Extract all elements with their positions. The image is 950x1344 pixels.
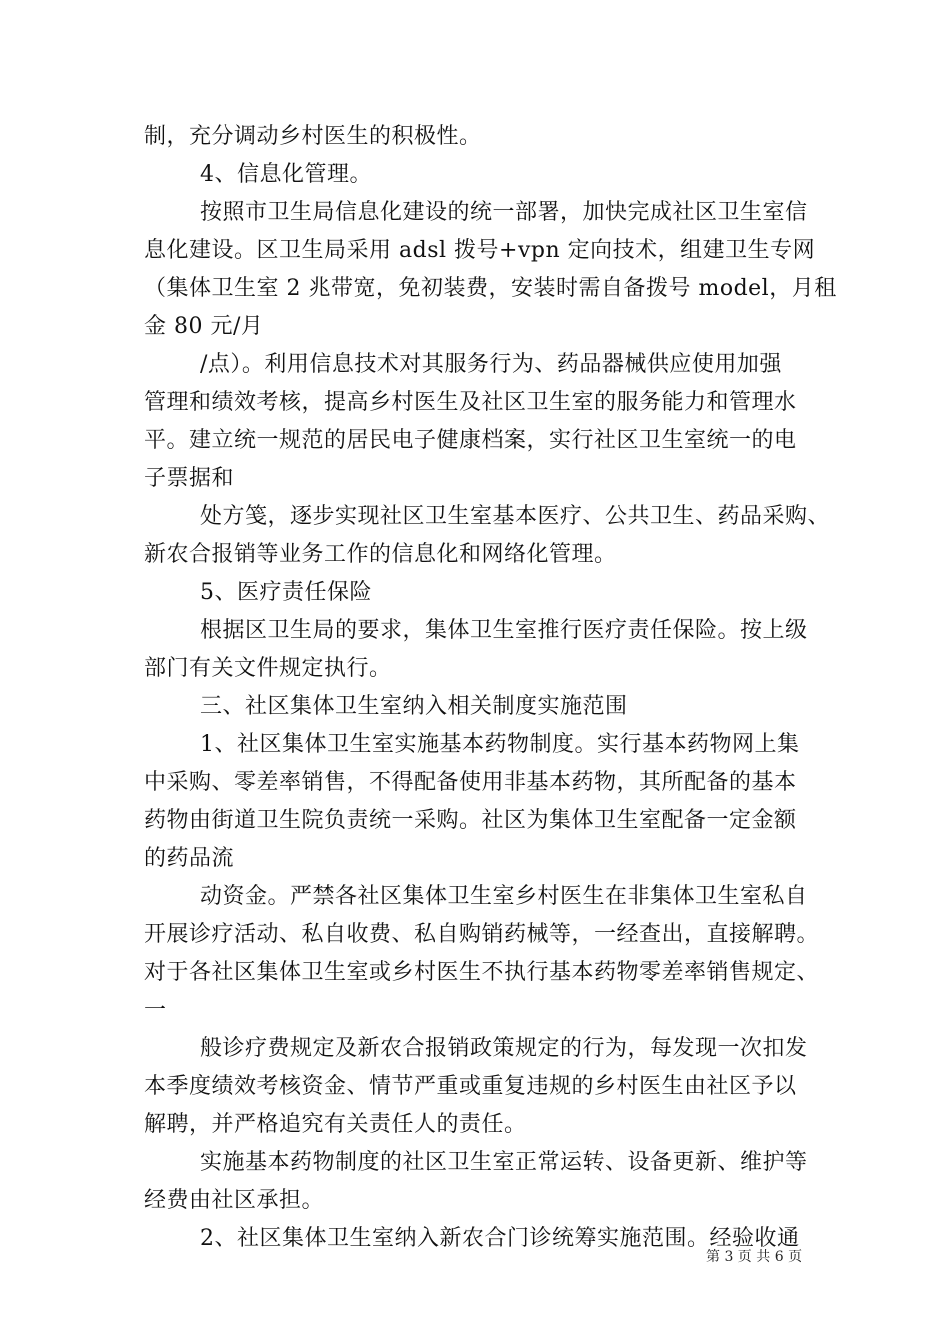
- text-line: 子票据和: [144, 466, 235, 491]
- text-line: 平。建立统一规范的居民电子健康档案，实行社区卫生室统一的电: [144, 428, 797, 453]
- text-line: 处方笺，逐步实现社区卫生室基本医疗、公共卫生、药品采购、: [200, 504, 831, 529]
- page-number: 第 3 页 共 6 页: [706, 1249, 803, 1265]
- section-heading: 5、医疗责任保险: [200, 580, 372, 605]
- text-line: /点）。利用信息技术对其服务行为、药品器械供应使用加强: [200, 352, 782, 377]
- text-line: （集体卫生室 2 兆带宽，免初装费，安装时需自备拨号 model，月租: [144, 276, 837, 301]
- text-line: 根据区卫生局的要求，集体卫生室推行医疗责任保险。按上级: [200, 618, 808, 643]
- text-line: 实施基本药物制度的社区卫生室正常运转、设备更新、维护等: [200, 1150, 808, 1175]
- text-line: 本季度绩效考核资金、情节严重或重复违规的乡村医生由社区予以: [144, 1074, 797, 1099]
- text-line: 解聘，并严格追究有关责任人的责任。: [144, 1112, 527, 1137]
- text-line: 部门有关文件规定执行。: [144, 656, 392, 681]
- text-line: 管理和绩效考核，提高乡村医生及社区卫生室的服务能力和管理水: [144, 390, 797, 415]
- text-line: 开展诊疗活动、私自收费、私自购销药械等，一经查出，直接解聘。: [144, 922, 820, 947]
- text-line: 新农合报销等业务工作的信息化和网络化管理。: [144, 542, 617, 567]
- text-line: 金 80 元/月: [144, 314, 264, 339]
- text-line: 动资金。严禁各社区集体卫生室乡村医生在非集体卫生室私自: [200, 884, 808, 909]
- text-line: 2、社区集体卫生室纳入新农合门诊统筹实施范围。经验收通: [200, 1226, 800, 1251]
- text-line: 对于各社区集体卫生室或乡村医生不执行基本药物零差率销售规定、: [144, 960, 820, 985]
- text-line: 的药品流: [144, 846, 235, 871]
- section-heading: 4、信息化管理。: [200, 162, 372, 187]
- text-line: 中采购、零差率销售，不得配备使用非基本药物，其所配备的基本: [144, 770, 797, 795]
- text-line: 按照市卫生局信息化建设的统一部署，加快完成社区卫生室信: [200, 200, 808, 225]
- text-line: 1、社区集体卫生室实施基本药物制度。实行基本药物网上集: [200, 732, 800, 757]
- text-line: 般诊疗费规定及新农合报销政策规定的行为，每发现一次扣发: [200, 1036, 808, 1061]
- text-line: 药物由街道卫生院负责统一采购。社区为集体卫生室配备一定金额: [144, 808, 797, 833]
- text-line: 制，充分调动乡村医生的积极性。: [144, 124, 482, 149]
- text-line: 息化建设。区卫生局采用 adsl 拨号+vpn 定向技术，组建卫生专网: [144, 238, 816, 263]
- text-line: 一: [144, 998, 167, 1023]
- section-heading: 三、社区集体卫生室纳入相关制度实施范围: [200, 694, 628, 719]
- text-line: 经费由社区承担。: [144, 1188, 325, 1213]
